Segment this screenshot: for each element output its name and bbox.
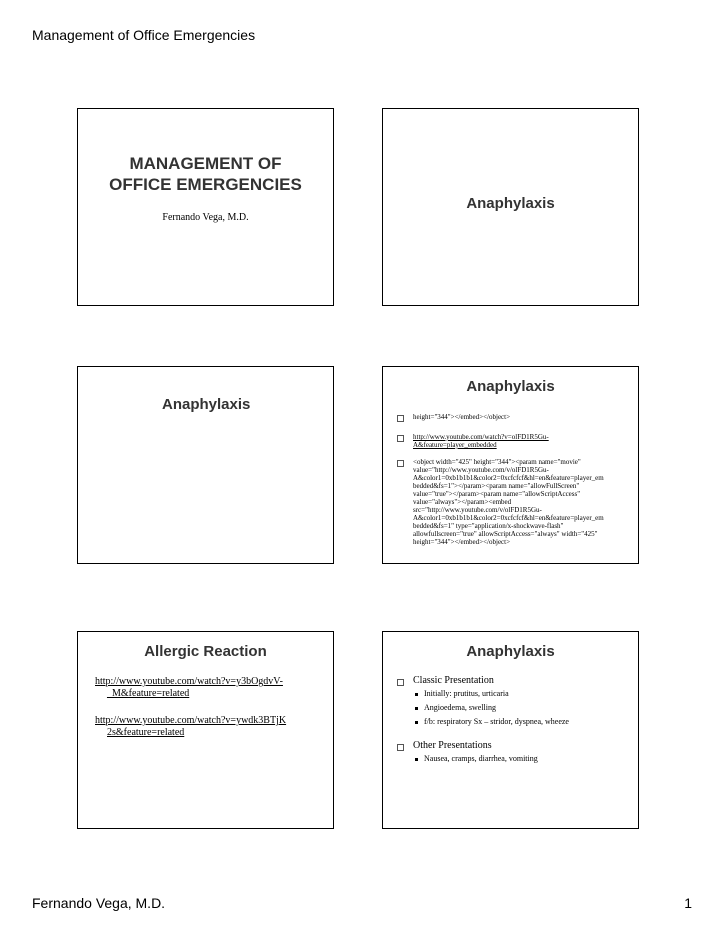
- embed-code-line: value="always"></param><embed: [413, 498, 512, 506]
- sub-bullet-marker: [415, 758, 418, 761]
- embed-code-line: A&color1=0xb1b1b1&color2=0xcfcfcf&hl=en&feature=player_em: [413, 514, 604, 522]
- embed-code-line: height="344"></embed></object>: [413, 538, 511, 546]
- youtube-link-2-line-2[interactable]: 2s&feature=related: [107, 727, 185, 738]
- slide-1-author: Fernando Vega, M.D.: [162, 212, 249, 223]
- slide-2-title: Anaphylaxis: [466, 195, 555, 212]
- other-presentations-heading: Other Presentations: [413, 740, 492, 751]
- slide-4-link-line-1[interactable]: http://www.youtube.com/watch?v=olFD1R5Gu-: [413, 433, 549, 441]
- slide-5-title: Allergic Reaction: [144, 643, 267, 660]
- embed-code-line: <object width="425" height="344"><param name="movie": [413, 458, 581, 466]
- slide-6: [382, 631, 639, 829]
- slide-1-title-line-2: OFFICE EMERGENCIES: [109, 175, 302, 194]
- youtube-link-1-line-1[interactable]: http://www.youtube.com/watch?v=y3bOgdvV-: [95, 676, 283, 687]
- slide-5: [77, 631, 334, 829]
- youtube-link-2-line-1[interactable]: http://www.youtube.com/watch?v=ywdk3BTjK: [95, 715, 287, 726]
- embed-code-line: bedded&fs=1" type="application/x-shockwave-flash": [413, 522, 564, 530]
- sub-bullet-marker: [415, 721, 418, 724]
- embed-code-line: src="http://www.youtube.com/v/olFD1R5Gu-: [413, 506, 542, 514]
- bullet-marker: [397, 460, 404, 467]
- page-header: Management of Office Emergencies: [32, 27, 256, 43]
- slide-3-title: Anaphylaxis: [162, 396, 251, 413]
- slide-4-bullet-3: [413, 458, 635, 546]
- embed-code-line: allowfullscreen="true" allowScriptAccess="always" width="425": [413, 530, 598, 538]
- page-footer-author: Fernando Vega, M.D.: [32, 895, 166, 911]
- slide-3: [77, 366, 334, 564]
- sub-bullet-marker: [415, 693, 418, 696]
- page-number: 1: [684, 895, 692, 911]
- youtube-link-2[interactable]: [95, 715, 327, 739]
- slide-4: [382, 366, 639, 564]
- slide-1: [77, 108, 334, 306]
- classic-item: f/b: respiratory Sx – stridor, dyspnea, wheeze: [424, 717, 569, 726]
- classic-item: Initially: prutitus, urticaria: [424, 689, 509, 698]
- bullet-marker: [397, 435, 404, 442]
- slide-1-title: [78, 153, 333, 195]
- slide-4-bullet-1: height="344"></embed></object>: [413, 413, 511, 421]
- slide-4-title: Anaphylaxis: [466, 378, 555, 395]
- classic-presentation-heading: Classic Presentation: [413, 675, 494, 686]
- sub-bullet-marker: [415, 707, 418, 710]
- slide-6-title: Anaphylaxis: [466, 643, 555, 660]
- slide-1-title-line-1: MANAGEMENT OF: [129, 154, 282, 173]
- embed-code-line: value="true"></param><param name="allowScriptAccess": [413, 490, 581, 498]
- bullet-marker: [397, 744, 404, 751]
- embed-code-line: bedded&fs=1"></param><param name="allowFullScreen": [413, 482, 580, 490]
- youtube-link-1-line-2[interactable]: _M&feature=related: [107, 688, 190, 699]
- embed-code-line: value="http://www.youtube.com/v/olFD1R5Gu-: [413, 466, 549, 474]
- bullet-marker: [397, 415, 404, 422]
- bullet-marker: [397, 679, 404, 686]
- other-item: Nausea, cramps, diarrhea, vomiting: [424, 754, 538, 763]
- slide-4-link-line-2[interactable]: A&feature=player_embedded: [413, 441, 497, 449]
- slide-4-bullet-2[interactable]: [413, 433, 549, 449]
- slide-2: [382, 108, 639, 306]
- youtube-link-1[interactable]: [95, 676, 327, 700]
- classic-item: Angioedema, swelling: [424, 703, 496, 712]
- embed-code-line: A&color1=0xb1b1b1&color2=0xcfcfcf&hl=en&feature=player_em: [413, 474, 604, 482]
